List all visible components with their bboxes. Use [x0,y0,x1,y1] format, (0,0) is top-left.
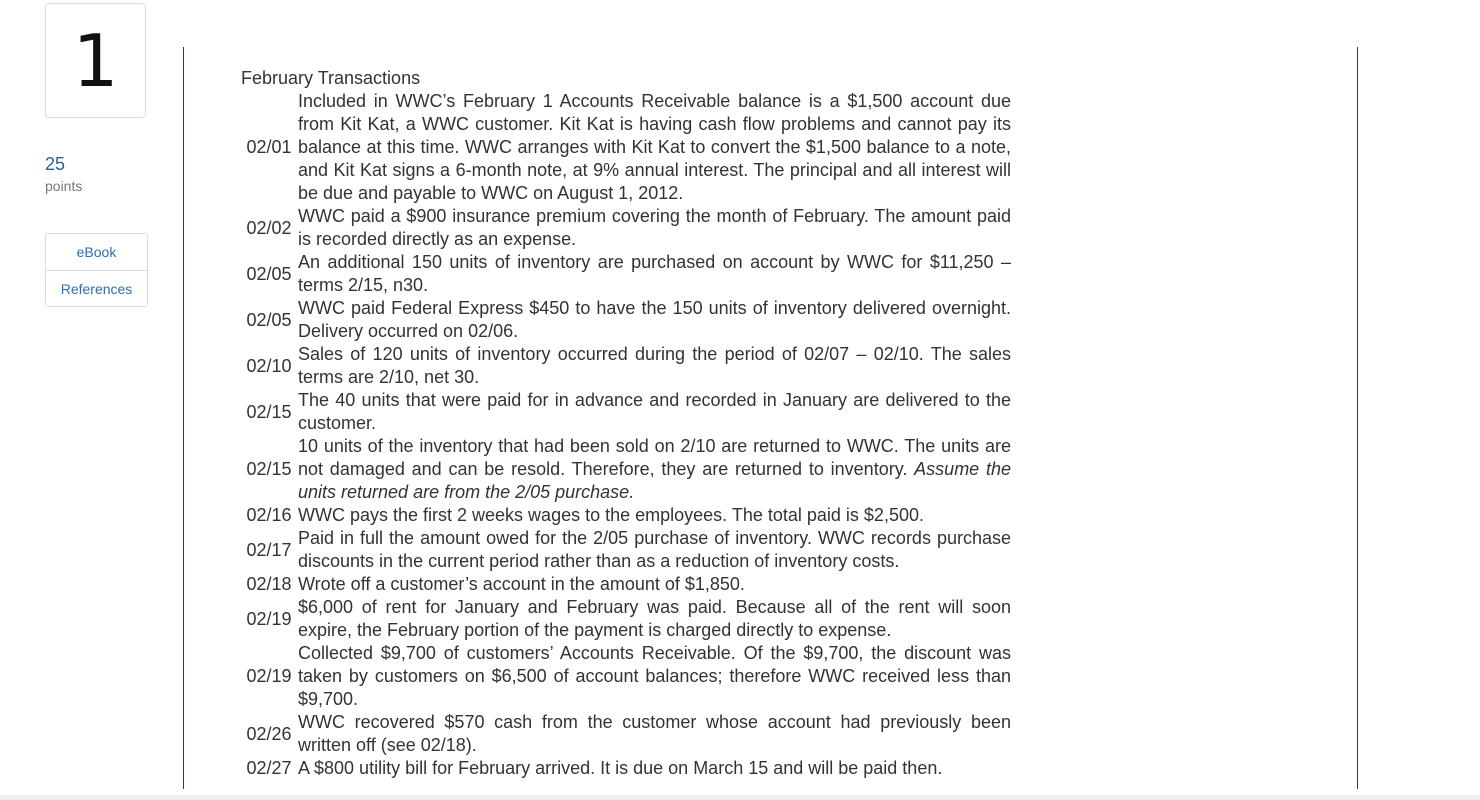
transaction-description: WWC recovered $570 cash from the customer whose account had previously been written off (see 02/18). [298,712,1011,755]
table-row [240,435,1011,504]
table-row [240,527,1011,573]
transaction-date: 02/10 [246,355,292,376]
transaction-date: 02/18 [246,574,292,594]
transaction-description: An additional 150 units of inventory are purchased on account by WWC for $11,250 – terms 2/15, n30. [298,252,1011,295]
transaction-date: 02/15 [246,401,292,422]
points-label: points [45,178,83,194]
transaction-date: 02/17 [246,539,292,560]
ebook-link[interactable]: eBook [76,244,117,260]
table-row [240,596,1011,642]
table-row [240,297,1011,343]
transaction-date: 02/02 [246,217,292,238]
transaction-date: 02/05 [246,309,292,330]
table-row [240,343,1011,389]
transactions-table [240,90,1011,780]
points-value: 25 [45,154,66,174]
transaction-description: WWC paid a $900 insurance premium covering the month of February. The amount paid is recorded directly as an expense. [298,206,1011,249]
table-row [240,504,1011,527]
transaction-description: WWC pays the first 2 weeks wages to the employees. The total paid is $2,500. [298,505,924,525]
transaction-description: Paid in full the amount owed for the 2/05 purchase of inventory. WWC records purchase discounts in the current period rather than as a reduction of inventory costs. [298,528,1011,571]
table-row [240,711,1011,757]
transaction-date: 02/19 [246,608,292,629]
table-row [240,205,1011,251]
resources-panel [45,233,148,307]
section-title: February Transactions [241,68,421,88]
table-row [240,389,1011,435]
transaction-date: 02/27 [246,758,292,778]
transaction-description: A $800 utility bill for February arrived. It is due on March 15 and will be paid then. [298,758,943,778]
table-row [240,251,1011,297]
table-row [240,757,1011,780]
transaction-date: 02/19 [246,666,292,686]
bottom-scroll-bar [0,795,1480,800]
transaction-description: $6,000 of rent for January and February was paid. Because all of the rent will soon expire, the February portion of the payment is charged directly to expense. [298,597,1011,640]
transaction-description-text: 10 units of the inventory that had been sold on 2/10 are returned to WWC. The units are not damaged and can be resold. Therefore, they are returned to inventory. [298,436,1011,479]
table-row [240,573,1011,596]
references-link[interactable]: References [46,270,147,307]
transaction-description: Sales of 120 units of inventory occurred during the period of 02/07 – 02/10. The sales terms are 2/10, net 30. [298,344,1011,387]
transaction-date: 02/01 [246,137,292,157]
transaction-date: 02/15 [246,459,292,479]
transaction-description: Collected $9,700 of customers’ Accounts Receivable. Of the $9,700, the discount was taken by customers on $6,500 of account balances; therefore WWC received less than $9,700. [298,643,1011,709]
transaction-description: Included in WWC’s February 1 Accounts Receivable balance is a $1,500 account due from Kit Kat, a WWC customer. Kit Kat is having cash flow problems and cannot pay its balance at this time. WWC arranges with Kit Kat to convert the $1,500 balance to a note, and Kit Kat signs a 6-month note, at 9% annual interest. The principal and all interest will be due and payable to WWC on August 1, 2012. [298,91,1011,203]
transaction-description: WWC paid Federal Express $450 to have the 150 units of inventory delivered overnight. Delivery occurred on 02/06. [298,298,1011,341]
question-content [183,47,1358,789]
table-row [240,90,1011,205]
table-row [240,642,1011,711]
transaction-description-note: Assume the units returned are from the 2/05 purchase. [298,459,1012,502]
question-number: 1 [45,3,146,118]
transaction-date: 02/26 [246,723,292,744]
transaction-description: Wrote off a customer’s account in the amount of $1,850. [298,574,745,594]
transaction-description [298,435,1011,504]
transaction-date: 02/16 [246,505,292,525]
transaction-description: The 40 units that were paid for in advance and recorded in January are delivered to the customer. [298,390,1011,433]
transaction-date: 02/05 [246,263,292,284]
